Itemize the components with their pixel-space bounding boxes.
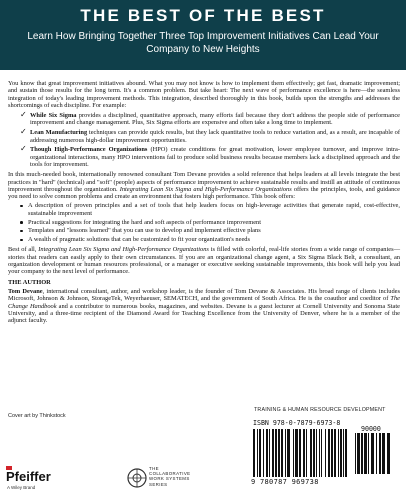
middle-paragraph: In this much-needed book, internationally renowned consultant Tom Devane provides a solid reference that helps leaders at all levels integrate the best practices in "hard" (technical) and "soft" (people) aspects of performance improvement to achieve sustainable results and instill an attitude of continuous improvement throughout the organization. Integrating Lean Six Sigma and High-Performance Organizations offers the principles, tools, and guidance you need to solve common problems and create an environment that fosters high performance. This book offers: [8,171,400,201]
barcode-bar [361,433,363,474]
barcode-bar [259,429,261,477]
barcode-bar [253,429,255,477]
intro-paragraph: You know that great improvement initiatives abound. What you may not know is how to implement them effectively; get fast, dramatic improvement; and sustain those results for the long term. It's a common problem. But take heart: The next wave of performance excellence is here—the seamless integration of today's leading improvement methods. This integration, described thoroughly in this book, builds upon the strengths and addresses the shortcomings of each discipline. For example: [8,80,400,109]
barcode-bar [257,429,258,477]
barcode-bar [325,429,326,477]
closing-paragraph: Best of all, Integrating Lean Six Sigma and High-Performance Organizations is filled with colorful, real-life stories from a wide range of companies—stories that readers can easily apply to their own circumstances. If you are an organizational change agent, a Six Sigma Black Belt, a consultant, an organization development or human resources professional, or a manager or executive seeking sustainable improvements, this book will help you lead your company to the next level of performance. [8,246,400,276]
barcode-bar [285,429,286,477]
barcode-bar [355,433,356,474]
barcode-bar [275,429,277,477]
series-logo [127,463,217,493]
barcode-bar [368,433,369,474]
barcode-bar [338,429,339,477]
list-item: A description of proven principles and a set of tools that help leaders focus on high-leverage activities that generate rapid, cost-effective, sustainable improvement [20,202,400,217]
barcode-bar [345,429,347,477]
isbn-label: ISBN 978-0-7879-6973-8 [253,419,341,427]
barcode-bar [269,429,270,477]
price-code: 90000 [361,425,381,433]
barcode-bar [319,429,320,477]
cover-header-band [0,0,406,70]
barcode-bar [382,433,385,474]
bullet-icon [20,239,23,242]
barcode-bar [313,429,315,477]
checklist-item-hpo: ✓ Though High-Performance Organizations (HPO) create conditions for great motivation, lower employee turnover, and improve intra-organizational interactions, many HPO interventions fail to produce solid business results because members lack a disciplined approach and the tools for improvement. [20,144,400,168]
barcode-bar [331,429,333,477]
barcode-bar [263,429,264,477]
barcode-bar [371,433,374,474]
barcode-bar [321,429,322,477]
barcode-bar [328,429,330,477]
barcode-bar [299,429,301,477]
checklist-item-six-sigma: ✓ While Six Sigma provides a disciplined, quantitative approach, many efforts fail because they don't address the people side of performance improvement and change management. Plus, Six Sigma efforts are expensive and often take a long time to implement. [20,110,400,127]
checkmark-icon: ✓ [20,144,27,154]
barcode-bar [343,429,344,477]
barcode-bar [364,433,367,474]
list-item: Templates and "lessons learned" that you can use to develop and implement effective plans [20,227,400,234]
headline: THE BEST OF THE BEST [80,6,326,25]
barcode-bar [295,429,298,477]
bullet-icon [20,230,23,233]
barcode-bar [310,429,312,477]
barcode-bar [287,429,290,477]
barcode-bar [306,429,307,477]
barcode-bar [340,429,342,477]
barcode-bar [293,429,294,477]
publisher-tagline: A Wiley Brand [7,485,36,490]
price-barcode [355,433,393,474]
back-cover-copy [8,80,400,326]
author-heading: THE AUTHOR [8,278,51,286]
barcode-bar [303,429,305,477]
isbn-barcode [253,429,351,479]
checklist-item-lean: ✓ Lean Manufacturing techniques can provide quick results, but they lack quantitative tools to reduce variation and, as a result, are incapable of addressing numerous high-dollar improvement opportunities. [20,127,400,144]
barcode-bar [272,429,274,477]
bullet-icon [20,221,23,224]
book-offers-list [20,202,400,243]
author-bio: Tom Devane, international consultant, author, and workshop leader, is the founder of Tom Devane & Associates. His broad range of clients includes Microsoft, Johnson & Johnson, StorageTek, Weyerhaeuser, SEMATECH, and the government of South Africa. He is the coauthor and coeditor of The Change Handbook and a contributor to numerous books, magazines, and websites. Devane is a guest lecturer at Cornell University and Sonoma State University, and a three-time recipient of the Diamond Award for Teaching Excellence from the University of Denver, where he is a member of the adjunct faculty. [8,287,401,325]
barcode-bar [266,429,268,477]
barcode-bar [387,433,390,474]
subheadline: Learn How Bringing Together Three Top Improvement Initiatives Can Lead Your Company to New Heights [27,31,379,55]
barcode-bar [357,433,360,474]
barcode-bar [278,429,280,477]
series-name: THE COLLABORATIVE WORK SYSTEMS SERIES [149,466,191,487]
checkmark-icon: ✓ [20,110,27,120]
list-item: A wealth of pragmatic solutions that can be customized to fit your organization's needs [20,236,400,243]
checkmark-icon: ✓ [20,127,27,137]
publisher-logo [6,466,54,492]
barcode-bar [334,429,336,477]
barcode-bar [376,433,377,474]
method-checklist [20,112,400,168]
barcode-digits: 9 780787 969738 [251,478,319,486]
barcode-bar [379,433,381,474]
list-item: Practical suggestions for integrating the hard and soft aspects of performance improvement [20,219,400,226]
subject-category: TRAINING & HUMAN RESOURCE DEVELOPMENT [254,407,386,413]
barcode-bar [316,429,317,477]
cover-art-credit: Cover art by Thinkstock [8,413,66,419]
publisher-name: Pfeiffer [6,469,51,484]
series-emblem-icon [127,467,147,489]
barcode-bar [281,429,283,477]
bullet-icon [20,205,23,208]
